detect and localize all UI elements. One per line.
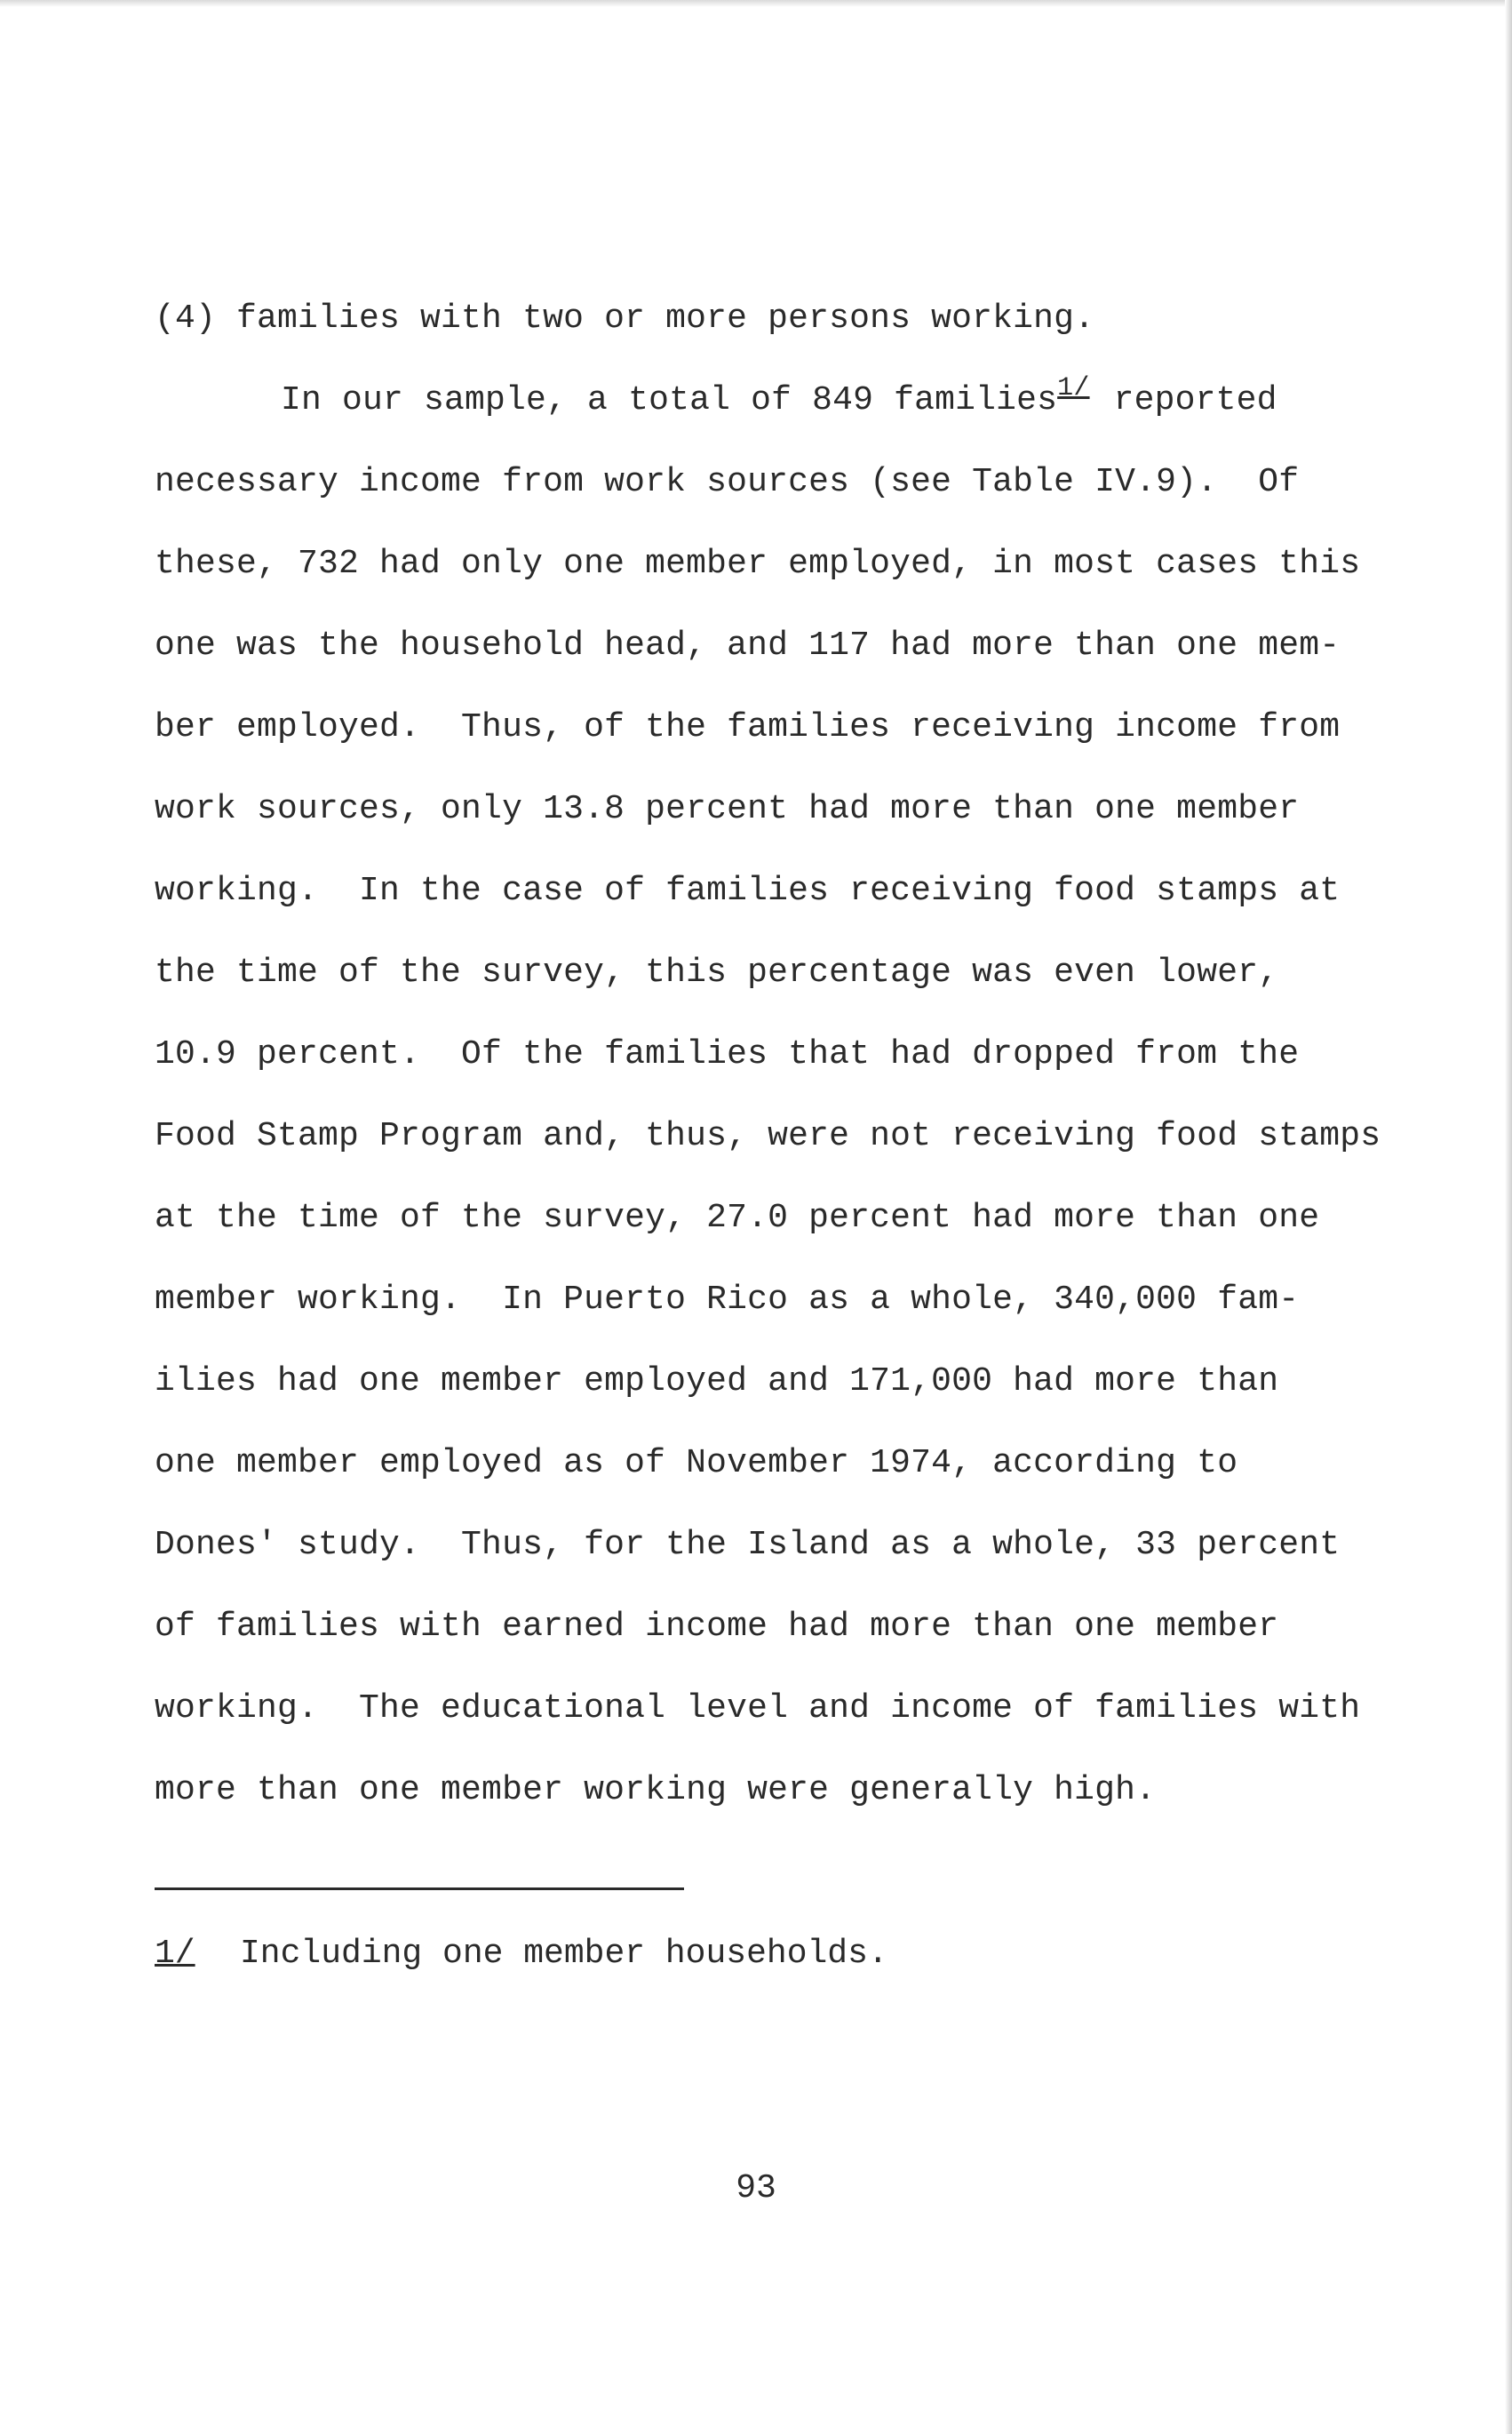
scan-edge-right (1505, 0, 1512, 2434)
body-line: (4) families with two or more persons working. (155, 299, 1095, 338)
body-line: of families with earned income had more than one member (155, 1608, 1279, 1646)
body-line: ilies had one member employed and 171,000 had more than (155, 1362, 1279, 1401)
footnote-text: Including one member households. (240, 1935, 888, 1973)
body-line: 10.9 percent. Of the families that had dropped from the (155, 1035, 1300, 1073)
body-line-text: In our sample, a total of 849 families (281, 381, 1058, 419)
body-line: one was the household head, and 117 had more than one mem- (155, 626, 1341, 665)
body-line: one member employed as of November 1974, according to (155, 1444, 1238, 1482)
body-line: ber employed. Thus, of the families receiving income from (155, 708, 1341, 746)
footnote-separator (155, 1887, 684, 1890)
body-line: working. In the case of families receiving food stamps at (155, 872, 1341, 910)
body-line: Food Stamp Program and, thus, were not receiving food stamps (155, 1117, 1381, 1155)
body-line: Dones' study. Thus, for the Island as a whole, 33 percent (155, 1526, 1341, 1564)
body-line: the time of the survey, this percentage was even lower, (155, 954, 1279, 992)
page-number: 93 (736, 2169, 776, 2207)
body-line: necessary income from work sources (see Table IV.9). Of (155, 463, 1300, 501)
body-line-with-footnote (281, 373, 1277, 423)
footnote-label: 1/ (155, 1935, 195, 1973)
body-line: work sources, only 13.8 percent had more than one member (155, 790, 1300, 828)
body-line-tail: reported (1093, 381, 1277, 419)
body-line: member working. In Puerto Rico as a whole, 340,000 fam- (155, 1281, 1300, 1319)
footnote (155, 1934, 888, 1975)
body-line: these, 732 had only one member employed, in most cases this (155, 545, 1361, 583)
body-line: more than one member working were generally high. (155, 1771, 1157, 1809)
footnote-reference: 1/ (1057, 373, 1090, 403)
scan-edge-top (0, 0, 1512, 7)
body-line: at the time of the survey, 27.0 percent had more than one (155, 1199, 1320, 1237)
body-line: working. The educational level and income of families with (155, 1689, 1361, 1728)
